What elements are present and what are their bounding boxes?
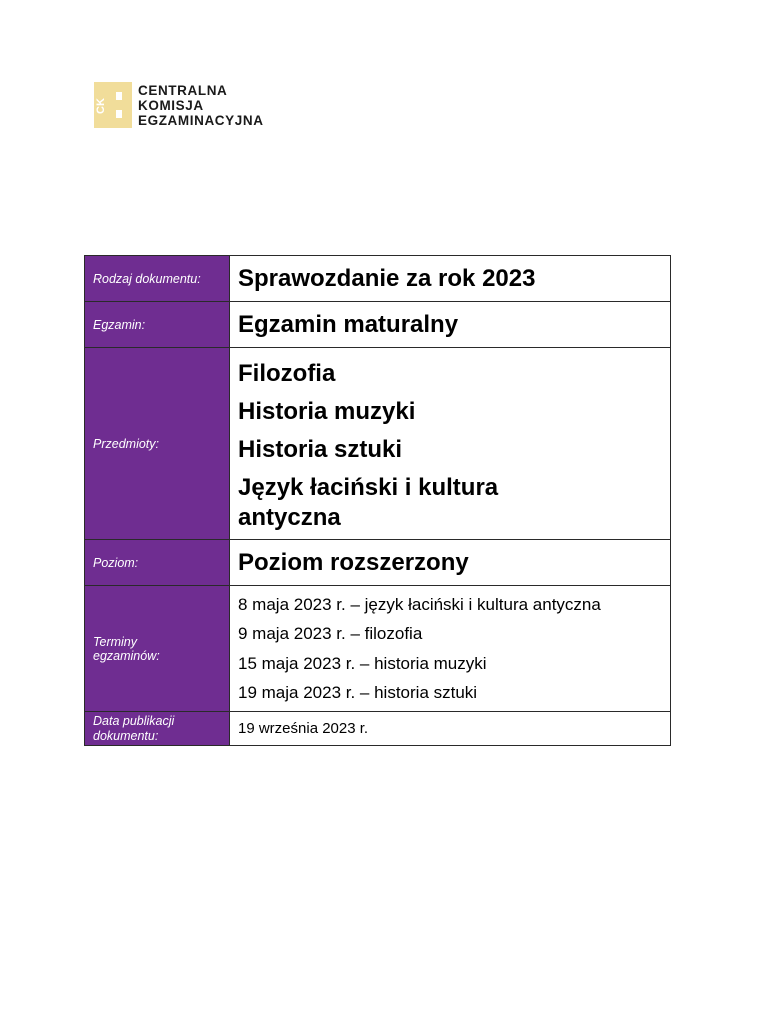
logo-mark-text: CK	[95, 98, 107, 114]
logo-line-3: EGZAMINACYJNA	[138, 112, 264, 128]
value-publication: 19 września 2023 r.	[230, 712, 671, 746]
label-publication-line-1: Data publikacji	[93, 713, 175, 728]
exam-date-item: 9 maja 2023 r. – filozofia	[238, 624, 423, 643]
row-level	[85, 540, 671, 586]
exam-date-item: 15 maja 2023 r. – historia muzyki	[238, 653, 487, 673]
value-subjects	[230, 348, 671, 540]
subject-item: Historia sztuki	[238, 435, 403, 463]
row-exam	[85, 302, 671, 348]
subject-item: antyczna	[238, 503, 341, 531]
label-publication-line-2: dokumentu:	[93, 728, 159, 743]
logo-line-2: KOMISJA	[138, 97, 204, 113]
value-dates	[230, 586, 671, 712]
value-level: Poziom rozszerzony	[230, 540, 671, 586]
subject-item: Filozofia	[238, 359, 336, 387]
subject-item: Język łaciński i kultura	[238, 473, 499, 501]
label-doc-type: Rodzaj dokumentu:	[85, 256, 230, 302]
label-subjects: Przedmioty:	[85, 348, 230, 540]
cke-logo	[94, 82, 264, 128]
exam-date-item: 19 maja 2023 r. – historia sztuki	[238, 683, 478, 702]
label-level: Poziom:	[85, 540, 230, 586]
label-dates-line-1: Terminy	[93, 634, 137, 649]
label-publication	[85, 712, 230, 746]
subject-item: Historia muzyki	[238, 397, 416, 425]
row-subjects	[85, 348, 671, 540]
cke-logo-mark	[94, 82, 132, 128]
label-exam: Egzamin:	[85, 302, 230, 348]
label-dates	[85, 586, 230, 712]
document-info-table	[84, 255, 671, 746]
logo-line-1: CENTRALNA	[138, 82, 228, 98]
label-dates-line-2: egzaminów:	[93, 648, 160, 663]
value-doc-type: Sprawozdanie za rok 2023	[230, 256, 671, 302]
row-dates	[85, 586, 671, 712]
row-doc-type	[85, 256, 671, 302]
row-publication	[85, 712, 671, 746]
value-exam: Egzamin maturalny	[230, 302, 671, 348]
exam-date-item: 8 maja 2023 r. – język łaciński i kultura antyczna	[238, 594, 601, 614]
logo-wordmark	[138, 83, 264, 128]
